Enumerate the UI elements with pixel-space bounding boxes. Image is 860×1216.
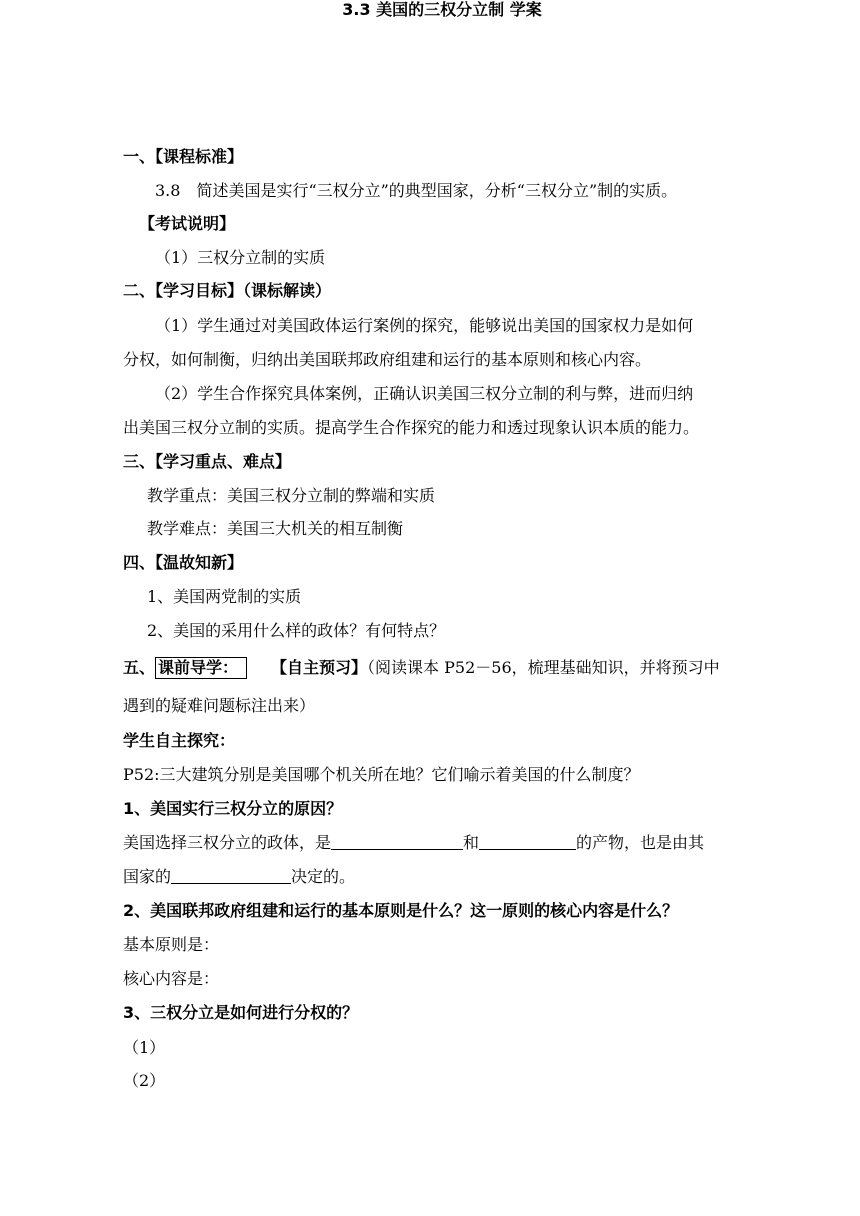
section-1-heading: 一、【课程标准】 [123, 147, 244, 166]
self-preview-label: 【自主预习】 [271, 658, 368, 677]
fill-blank-3[interactable] [171, 867, 291, 884]
section-4-heading: 四、【温故知新】 [123, 553, 244, 572]
review-question-2: 2、美国的采用什么样的政体？有何特点？ [147, 621, 446, 640]
question-3-item-2: （2） [123, 1071, 166, 1090]
review-question-1: 1、美国两党制的实质 [147, 587, 302, 606]
exam-notes-item: （1）三权分立制的实质 [155, 248, 326, 267]
goal-1-line-1: （1）学生通过对美国政体运行案例的探究，能够说出美国的国家权力是如何 [155, 316, 694, 335]
section-5-heading-line [123, 657, 720, 679]
section-5-prefix: 五、 [123, 658, 156, 677]
question-3-heading: 3、三权分立是如何进行分权的？ [123, 1003, 359, 1022]
preview-instruction-line-2: 遇到的疑难问题标注出来） [123, 696, 316, 715]
goal-2-line-2: 出美国三权分立制的实质。提高学生合作探究的能力和透过现象认识本质的能力。 [123, 418, 700, 437]
goal-1-line-2: 分权，如何制衡，归纳出美国联邦政府组建和运行的基本原则和核心内容。 [123, 350, 652, 369]
fill-blank-2[interactable] [479, 833, 576, 850]
question-1-line-2: 国家的 决定的。 [123, 867, 356, 886]
teaching-key-point: 教学重点：美国三权分立制的弊端和实质 [147, 486, 436, 505]
teaching-difficult-point: 教学难点：美国三大机关的相互制衡 [147, 519, 404, 538]
section-3-heading: 三、【学习重点、难点】 [123, 452, 292, 471]
goal-2-line-1: （2）学生合作探究具体案例，正确认识美国三权分立制的利与弊，进而归纳 [155, 384, 694, 403]
fill-blank-1[interactable] [331, 833, 463, 850]
page-title: 3.3 美国的三权分立制 学案 [342, 0, 542, 19]
question-1-line-1: 美国选择三权分立的政体，是 和 的产物，也是由其 [123, 833, 705, 852]
preview-instruction: （阅读课本 P52－56，梳理基础知识，并将预习中 [367, 658, 720, 677]
exam-notes-heading: 【考试说明】 [139, 214, 236, 233]
basic-principle-label: 基本原则是： [123, 935, 220, 954]
p52-question: P52:三大建筑分别是美国哪个机关所在地？它们喻示着美国的什么制度？ [123, 765, 640, 784]
student-explore-heading: 学生自主探究： [123, 731, 236, 750]
section-2-heading: 二、【学习目标】（课标解读） [123, 281, 332, 300]
course-standard-text: 3.8 简述美国是实行“三权分立”的典型国家，分析“三权分立”制的实质。 [155, 181, 678, 200]
core-content-label: 核心内容是： [123, 969, 220, 988]
question-2-heading: 2、美国联邦政府组建和运行的基本原则是什么？这一原则的核心内容是什么？ [123, 901, 679, 920]
question-1-heading: 1、美国实行三权分立的原因？ [123, 799, 343, 818]
pre-class-guide-box: 课前导学： [155, 657, 247, 679]
question-3-item-1: （1） [123, 1038, 166, 1057]
